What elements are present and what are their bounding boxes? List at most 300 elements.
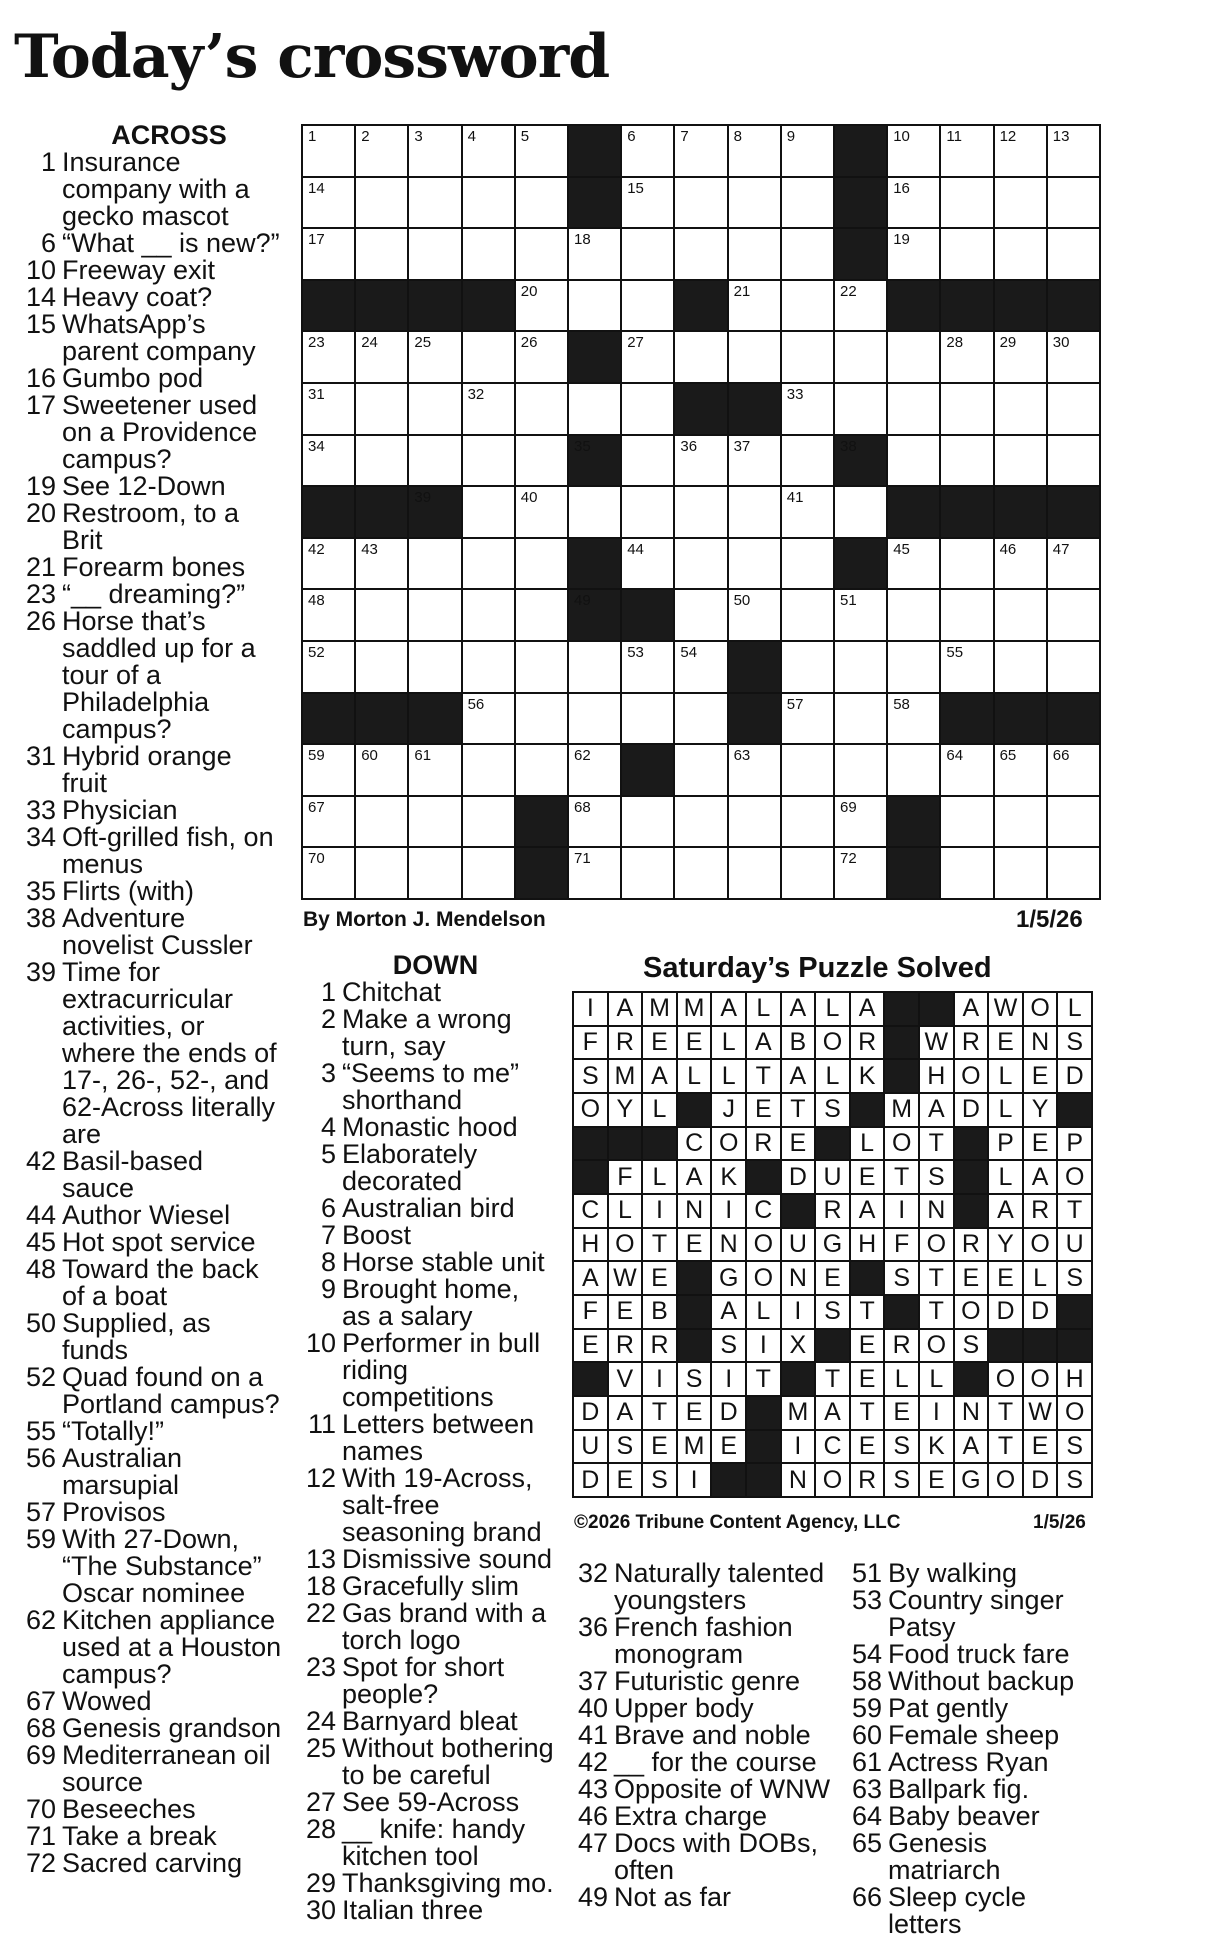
- grid-cell[interactable]: [463, 487, 514, 537]
- grid-cell[interactable]: [1048, 178, 1099, 228]
- solution-cell: C: [747, 1195, 780, 1227]
- grid-cell[interactable]: [729, 178, 780, 228]
- grid-cell[interactable]: [782, 281, 833, 331]
- grid-cell[interactable]: [303, 642, 354, 692]
- grid-cell[interactable]: [782, 539, 833, 589]
- cell-number: 43: [361, 540, 378, 558]
- solution-cell: D: [1024, 1296, 1057, 1328]
- clue-text: Flirts (with): [62, 876, 194, 906]
- grid-cell[interactable]: [835, 281, 886, 331]
- solution-cell: F: [574, 1296, 607, 1328]
- solution-cell: S: [816, 1296, 849, 1328]
- grid-cell[interactable]: [569, 694, 620, 744]
- grid-cell[interactable]: [782, 436, 833, 486]
- grid-cell[interactable]: [835, 745, 886, 795]
- grid-cell[interactable]: [941, 178, 992, 228]
- grid-cell[interactable]: [729, 332, 780, 382]
- grid-cell[interactable]: [675, 178, 726, 228]
- grid-cell[interactable]: [782, 797, 833, 847]
- grid-cell[interactable]: [888, 642, 939, 692]
- grid-cell[interactable]: [675, 332, 726, 382]
- grid-cell[interactable]: [782, 178, 833, 228]
- grid-cell[interactable]: [675, 590, 726, 640]
- clue-item: [300, 1249, 555, 1276]
- grid-cell[interactable]: [941, 436, 992, 486]
- clue-number: 70: [25, 1794, 56, 1824]
- grid-cell[interactable]: [729, 436, 780, 486]
- grid-cell[interactable]: [675, 436, 726, 486]
- solution-cell: E: [643, 1262, 676, 1294]
- grid-cell[interactable]: [888, 384, 939, 434]
- grid-cell[interactable]: [516, 694, 567, 744]
- grid-cell[interactable]: [356, 642, 407, 692]
- grid-cell[interactable]: [516, 436, 567, 486]
- clue-number: 26: [25, 606, 56, 636]
- clue-item: [20, 257, 282, 284]
- grid-cell[interactable]: [356, 797, 407, 847]
- black-square: [1048, 694, 1099, 744]
- grid-cell[interactable]: [835, 590, 886, 640]
- grid-cell[interactable]: [622, 384, 673, 434]
- grid-cell[interactable]: [463, 332, 514, 382]
- grid-cell[interactable]: [622, 797, 673, 847]
- grid-cell[interactable]: [516, 590, 567, 640]
- grid-cell[interactable]: [303, 436, 354, 486]
- grid-cell[interactable]: [888, 126, 939, 176]
- grid-cell[interactable]: [569, 487, 620, 537]
- grid-cell[interactable]: [729, 797, 780, 847]
- solution-cell: E: [1024, 1128, 1057, 1160]
- cell-number: 39: [414, 489, 432, 507]
- solution-cell: S: [574, 1060, 607, 1092]
- grid-cell[interactable]: [941, 229, 992, 279]
- solution-cell: N: [955, 1397, 988, 1429]
- grid-cell[interactable]: [835, 384, 886, 434]
- grid-cell[interactable]: [888, 178, 939, 228]
- grid-cell[interactable]: [516, 229, 567, 279]
- grid-cell[interactable]: [1048, 590, 1099, 640]
- grid-cell[interactable]: [516, 384, 567, 434]
- grid-cell[interactable]: [409, 590, 460, 640]
- clue-text: Time for extracurricular activities, or where the ends of 17-, 26-, 52-, and 62-Across literally are: [62, 957, 277, 1149]
- solution-cell: P: [1058, 1128, 1091, 1160]
- grid-cell[interactable]: [303, 126, 354, 176]
- grid-cell[interactable]: [463, 436, 514, 486]
- grid-cell[interactable]: [675, 229, 726, 279]
- grid-cell[interactable]: [995, 539, 1046, 589]
- clue-text: Female sheep: [888, 1720, 1060, 1750]
- grid-cell[interactable]: [356, 384, 407, 434]
- clue-item: [300, 1816, 555, 1870]
- grid-cell[interactable]: [463, 642, 514, 692]
- cell-number: 25: [414, 334, 432, 352]
- grid-cell[interactable]: [835, 332, 886, 382]
- grid-cell[interactable]: [729, 487, 780, 537]
- clue-number: 67: [25, 1686, 56, 1716]
- grid-cell[interactable]: [622, 694, 673, 744]
- solution-cell: K: [851, 1060, 884, 1092]
- grid-cell[interactable]: [409, 384, 460, 434]
- grid-cell[interactable]: [782, 126, 833, 176]
- clue-text: See 12-Down: [62, 471, 226, 501]
- solution-cell: A: [712, 1296, 745, 1328]
- grid-cell[interactable]: [835, 487, 886, 537]
- grid-cell[interactable]: [941, 797, 992, 847]
- grid-cell[interactable]: [622, 281, 673, 331]
- grid-cell[interactable]: [516, 281, 567, 331]
- grid-cell[interactable]: [569, 281, 620, 331]
- grid-cell[interactable]: [356, 745, 407, 795]
- grid-cell[interactable]: [888, 229, 939, 279]
- down-clues-col1: [300, 952, 555, 1924]
- down-clues-col3: [846, 1560, 1106, 1938]
- grid-cell[interactable]: [835, 848, 886, 898]
- clue-number: 18: [305, 1571, 336, 1601]
- solution-cell: I: [678, 1464, 711, 1496]
- solution-cell: S: [816, 1094, 849, 1126]
- solution-cell: R: [1024, 1195, 1057, 1227]
- grid-cell[interactable]: [941, 126, 992, 176]
- grid-cell[interactable]: [675, 539, 726, 589]
- grid-cell[interactable]: [1048, 384, 1099, 434]
- grid-cell[interactable]: [782, 694, 833, 744]
- grid-cell[interactable]: [356, 332, 407, 382]
- grid-cell[interactable]: [409, 539, 460, 589]
- grid-cell[interactable]: [569, 384, 620, 434]
- solution-cell: I: [712, 1363, 745, 1395]
- grid-cell[interactable]: [303, 332, 354, 382]
- grid-cell[interactable]: [409, 745, 460, 795]
- solution-cell: T: [989, 1397, 1022, 1429]
- grid-cell[interactable]: [1048, 539, 1099, 589]
- black-square: [675, 281, 726, 331]
- solution-cell: E: [851, 1330, 884, 1362]
- clue-number: 38: [25, 903, 56, 933]
- grid-cell[interactable]: [516, 487, 567, 537]
- grid-cell[interactable]: [675, 487, 726, 537]
- grid-cell[interactable]: [409, 126, 460, 176]
- grid-cell[interactable]: [995, 229, 1046, 279]
- grid-cell[interactable]: [463, 848, 514, 898]
- grid-cell[interactable]: [888, 436, 939, 486]
- solution-cell: O: [747, 1229, 780, 1261]
- clue-number: 17: [25, 390, 56, 420]
- solution-black-square: [989, 1330, 1022, 1362]
- cell-number: 35: [574, 437, 591, 455]
- clue-number: 60: [851, 1720, 882, 1750]
- grid-cell[interactable]: [1048, 642, 1099, 692]
- cell-number: 65: [999, 747, 1017, 765]
- clue-item: [572, 1560, 834, 1614]
- grid-cell[interactable]: [835, 642, 886, 692]
- cell-number: 62: [574, 747, 591, 765]
- clue-text: See 59-Across: [342, 1787, 520, 1817]
- cell-number: 28: [946, 334, 964, 352]
- clue-number: 32: [577, 1558, 608, 1588]
- grid-cell[interactable]: [995, 436, 1046, 486]
- grid-cell[interactable]: [303, 797, 354, 847]
- solution-cell: T: [782, 1094, 815, 1126]
- solution-grid: [572, 991, 1093, 1498]
- cell-number: 69: [840, 798, 857, 816]
- grid-cell[interactable]: [995, 642, 1046, 692]
- grid-cell[interactable]: [782, 590, 833, 640]
- grid-cell[interactable]: [941, 384, 992, 434]
- grid-cell[interactable]: [782, 487, 833, 537]
- grid-cell[interactable]: [622, 126, 673, 176]
- grid-cell[interactable]: [409, 797, 460, 847]
- black-square: [356, 281, 407, 331]
- grid-cell[interactable]: [622, 848, 673, 898]
- grid-cell[interactable]: [516, 178, 567, 228]
- grid-cell[interactable]: [409, 436, 460, 486]
- grid-cell[interactable]: [675, 797, 726, 847]
- grid-cell[interactable]: [516, 332, 567, 382]
- solution-cell: E: [1024, 1060, 1057, 1092]
- cell-number: 49: [574, 592, 591, 610]
- solution-cell: A: [955, 1431, 988, 1463]
- grid-cell[interactable]: [941, 642, 992, 692]
- clue-text: “__ dreaming?”: [62, 579, 246, 609]
- grid-cell[interactable]: [463, 745, 514, 795]
- grid-cell[interactable]: [303, 178, 354, 228]
- cell-number: 58: [893, 695, 910, 713]
- grid-cell[interactable]: [941, 745, 992, 795]
- grid-cell[interactable]: [675, 745, 726, 795]
- grid-cell[interactable]: [1048, 797, 1099, 847]
- grid-cell[interactable]: [516, 745, 567, 795]
- solution-cell: Y: [989, 1229, 1022, 1261]
- grid-cell[interactable]: [729, 281, 780, 331]
- clue-number: 29: [305, 1868, 336, 1898]
- grid-cell[interactable]: [1048, 848, 1099, 898]
- grid-cell[interactable]: [303, 229, 354, 279]
- clue-number: 8: [320, 1247, 336, 1277]
- clue-number: 6: [40, 228, 56, 258]
- grid-cell[interactable]: [622, 539, 673, 589]
- grid-cell[interactable]: [782, 229, 833, 279]
- clue-text: Opposite of WNW: [614, 1774, 831, 1804]
- grid-cell[interactable]: [1048, 332, 1099, 382]
- grid-cell[interactable]: [409, 848, 460, 898]
- clue-number: 48: [25, 1254, 56, 1284]
- clue-text: Spot for short people?: [342, 1652, 505, 1709]
- grid-cell[interactable]: [729, 745, 780, 795]
- grid-cell[interactable]: [729, 229, 780, 279]
- grid-cell[interactable]: [995, 126, 1046, 176]
- grid-cell[interactable]: [463, 694, 514, 744]
- clue-text: Freeway exit: [62, 255, 216, 285]
- grid-cell[interactable]: [409, 332, 460, 382]
- clue-text: Insurance company with a gecko mascot: [62, 147, 250, 231]
- grid-cell[interactable]: [463, 590, 514, 640]
- clue-number: 27: [305, 1787, 336, 1817]
- grid-cell[interactable]: [888, 539, 939, 589]
- clue-number: 1: [40, 147, 56, 177]
- grid-cell[interactable]: [995, 797, 1046, 847]
- grid-cell[interactable]: [675, 126, 726, 176]
- grid-cell[interactable]: [516, 126, 567, 176]
- clue-item: [572, 1749, 834, 1776]
- grid-cell[interactable]: [516, 539, 567, 589]
- solution-cell: L: [678, 1060, 711, 1092]
- grid-cell[interactable]: [356, 178, 407, 228]
- solution-heading: Saturday’s Puzzle Solved: [643, 952, 992, 984]
- clue-text: Naturally talented youngsters: [614, 1558, 825, 1615]
- solution-cell: S: [955, 1330, 988, 1362]
- grid-cell[interactable]: [995, 178, 1046, 228]
- solution-cell: F: [885, 1229, 918, 1261]
- grid-cell[interactable]: [303, 384, 354, 434]
- grid-cell[interactable]: [463, 178, 514, 228]
- grid-cell[interactable]: [995, 745, 1046, 795]
- clue-text: Kitchen appliance used at a Houston campus?: [62, 1605, 282, 1689]
- clue-number: 42: [25, 1146, 56, 1176]
- grid-cell[interactable]: [941, 848, 992, 898]
- copyright-date: 1/5/26: [1033, 1512, 1086, 1533]
- grid-cell[interactable]: [782, 332, 833, 382]
- grid-cell[interactable]: [569, 229, 620, 279]
- grid-cell[interactable]: [409, 642, 460, 692]
- grid-cell[interactable]: [622, 436, 673, 486]
- grid-cell[interactable]: [995, 332, 1046, 382]
- grid-cell[interactable]: [303, 539, 354, 589]
- grid-cell[interactable]: [516, 642, 567, 692]
- clue-text: “Totally!”: [62, 1416, 165, 1446]
- solution-cell: L: [989, 1094, 1022, 1126]
- grid-cell[interactable]: [622, 178, 673, 228]
- grid-cell[interactable]: [463, 539, 514, 589]
- black-square: [729, 384, 780, 434]
- clue-number: 36: [577, 1612, 608, 1642]
- grid-cell[interactable]: [356, 126, 407, 176]
- grid-cell[interactable]: [1048, 229, 1099, 279]
- solution-black-square: [1058, 1094, 1091, 1126]
- clue-text: Gumbo pod: [62, 363, 204, 393]
- grid-cell[interactable]: [622, 487, 673, 537]
- grid-cell[interactable]: [941, 590, 992, 640]
- grid-cell[interactable]: [995, 848, 1046, 898]
- grid-cell[interactable]: [782, 384, 833, 434]
- clue-item: [20, 392, 282, 473]
- solution-black-square: [678, 1330, 711, 1362]
- grid-cell[interactable]: [1048, 436, 1099, 486]
- grid-cell[interactable]: [941, 332, 992, 382]
- solution-cell: M: [609, 1060, 642, 1092]
- grid-cell[interactable]: [729, 848, 780, 898]
- grid-cell[interactable]: [941, 539, 992, 589]
- solution-cell: I: [574, 993, 607, 1025]
- black-square: [888, 797, 939, 847]
- grid-cell[interactable]: [303, 745, 354, 795]
- grid-cell[interactable]: [569, 642, 620, 692]
- grid-cell[interactable]: [463, 384, 514, 434]
- grid-cell[interactable]: [622, 332, 673, 382]
- cell-number: 20: [520, 282, 538, 300]
- grid-cell[interactable]: [995, 384, 1046, 434]
- grid-cell[interactable]: [356, 539, 407, 589]
- grid-cell[interactable]: [995, 590, 1046, 640]
- black-square: [569, 436, 620, 486]
- grid-cell[interactable]: [622, 229, 673, 279]
- solution-cell: T: [816, 1363, 849, 1395]
- solution-cell: W: [609, 1262, 642, 1294]
- grid-cell[interactable]: [675, 848, 726, 898]
- grid-cell[interactable]: [835, 694, 886, 744]
- grid-cell[interactable]: [463, 229, 514, 279]
- black-square: [835, 229, 886, 279]
- black-square: [835, 126, 886, 176]
- grid-cell[interactable]: [729, 126, 780, 176]
- grid-cell[interactable]: [1048, 745, 1099, 795]
- cell-number: 45: [893, 540, 910, 558]
- grid-cell[interactable]: [1048, 126, 1099, 176]
- grid-cell[interactable]: [409, 229, 460, 279]
- clue-item: [300, 1573, 555, 1600]
- cell-number: 64: [946, 747, 964, 765]
- clue-item: [300, 1546, 555, 1573]
- solution-cell: A: [955, 993, 988, 1025]
- grid-cell[interactable]: [888, 745, 939, 795]
- grid-cell[interactable]: [782, 642, 833, 692]
- grid-cell[interactable]: [356, 590, 407, 640]
- grid-cell[interactable]: [888, 590, 939, 640]
- solution-cell: M: [885, 1094, 918, 1126]
- grid-cell[interactable]: [356, 229, 407, 279]
- grid-cell[interactable]: [888, 332, 939, 382]
- clue-text: Baby beaver: [888, 1801, 1040, 1831]
- solution-black-square: [747, 1464, 780, 1496]
- solution-cell: D: [1058, 1060, 1091, 1092]
- grid-cell[interactable]: [782, 848, 833, 898]
- grid-cell[interactable]: [303, 590, 354, 640]
- grid-cell[interactable]: [675, 642, 726, 692]
- grid-cell[interactable]: [729, 590, 780, 640]
- grid-cell[interactable]: [356, 848, 407, 898]
- cell-number: 30: [1052, 334, 1070, 352]
- grid-cell[interactable]: [622, 642, 673, 692]
- clue-item: [300, 1060, 555, 1114]
- clue-text: Brave and noble: [614, 1720, 811, 1750]
- grid-cell[interactable]: [356, 436, 407, 486]
- solution-cell: O: [920, 1330, 953, 1362]
- grid-cell[interactable]: [888, 694, 939, 744]
- cell-number: 15: [627, 179, 644, 197]
- grid-cell[interactable]: [782, 745, 833, 795]
- cell-number: 36: [680, 437, 698, 455]
- clue-text: Sleep cycle letters: [888, 1882, 1027, 1939]
- grid-cell[interactable]: [569, 797, 620, 847]
- grid-cell[interactable]: [463, 797, 514, 847]
- grid-cell[interactable]: [303, 848, 354, 898]
- grid-cell[interactable]: [675, 694, 726, 744]
- solution-cell: N: [712, 1229, 745, 1261]
- solution-cell: U: [782, 1229, 815, 1261]
- clue-item: [572, 1722, 834, 1749]
- cell-number: 56: [467, 695, 485, 713]
- grid-cell[interactable]: [729, 539, 780, 589]
- grid-cell[interactable]: [569, 745, 620, 795]
- clue-item: [300, 1735, 555, 1789]
- solution-cell: H: [574, 1229, 607, 1261]
- grid-cell[interactable]: [835, 797, 886, 847]
- clue-item: [300, 1141, 555, 1195]
- clue-item: [300, 1276, 555, 1330]
- grid-cell[interactable]: [409, 178, 460, 228]
- grid-cell[interactable]: [463, 126, 514, 176]
- grid-cell[interactable]: [569, 848, 620, 898]
- clue-text: Heavy coat?: [62, 282, 213, 312]
